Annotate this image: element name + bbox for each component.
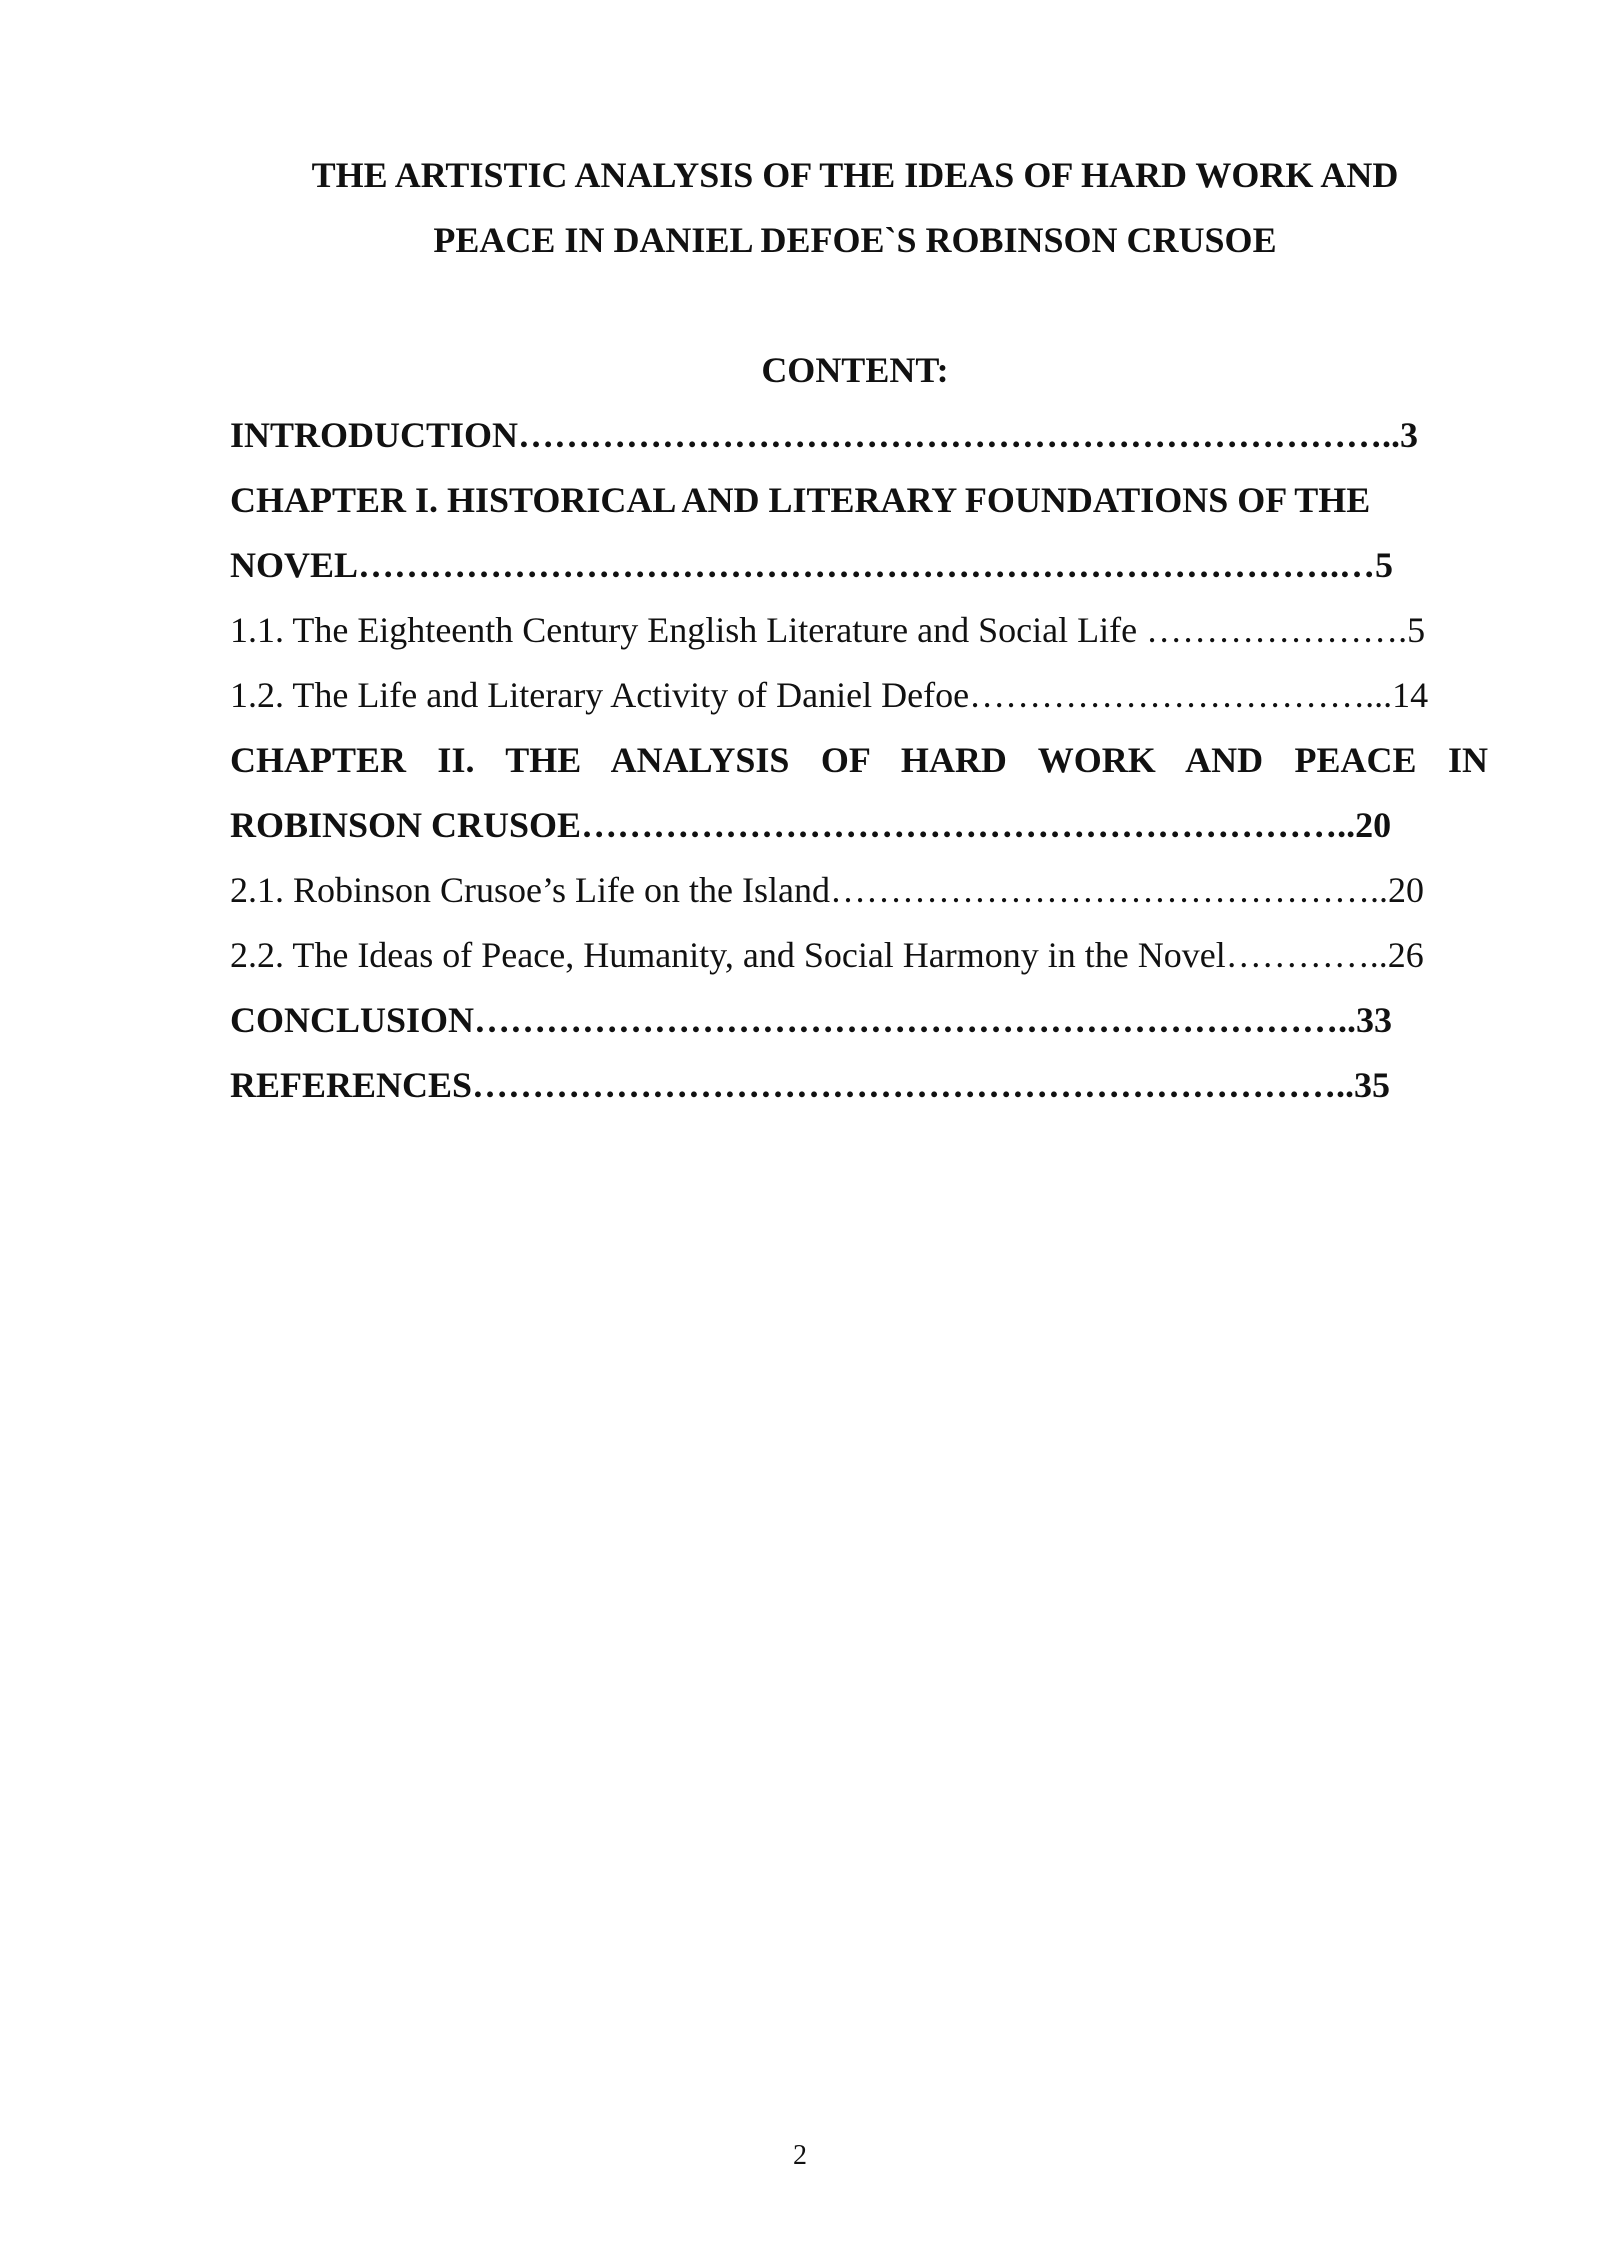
toc-entry-chapter-2-line-2: ROBINSON CRUSOE………………………………………………………..20 bbox=[230, 805, 1392, 845]
document-title-line-2: PEACE IN DANIEL DEFOE`S ROBINSON CRUSOE bbox=[433, 220, 1277, 260]
toc-entry-introduction: INTRODUCTION………………………………………………………………..3 bbox=[230, 415, 1419, 455]
toc-entry-references: REFERENCES………………………………………………………………..35 bbox=[230, 1065, 1391, 1105]
toc-entry-section-1-1: 1.1. The Eighteenth Century English Literature and Social Life ………………….5 bbox=[230, 610, 1426, 650]
toc-entry-section-2-2: 2.2. The Ideas of Peace, Humanity, and Social Harmony in the Novel…………..26 bbox=[230, 935, 1424, 975]
document-title-line-1: THE ARTISTIC ANALYSIS OF THE IDEAS OF HARD WORK AND bbox=[311, 155, 1399, 195]
content-heading: CONTENT: bbox=[761, 350, 949, 390]
toc-entry-conclusion: CONCLUSION………………………………………………………………..33 bbox=[230, 1000, 1393, 1040]
toc-entry-section-2-1: 2.1. Robinson Crusoe’s Life on the Island………………………………………..20 bbox=[230, 870, 1424, 910]
toc-entry-chapter-1-line-2: NOVEL……………………………………………………………………….…5 bbox=[230, 545, 1394, 585]
page-number: 2 bbox=[793, 2140, 807, 2171]
toc-entry-section-1-2: 1.2. The Life and Literary Activity of Daniel Defoe……………………………...14 bbox=[230, 675, 1429, 715]
toc-entry-chapter-2-line-1: CHAPTER II. THE ANALYSIS OF HARD WORK AND PEACE IN bbox=[230, 740, 1488, 780]
toc-entry-chapter-1-line-1: CHAPTER I. HISTORICAL AND LITERARY FOUNDATIONS OF THE bbox=[230, 480, 1371, 520]
